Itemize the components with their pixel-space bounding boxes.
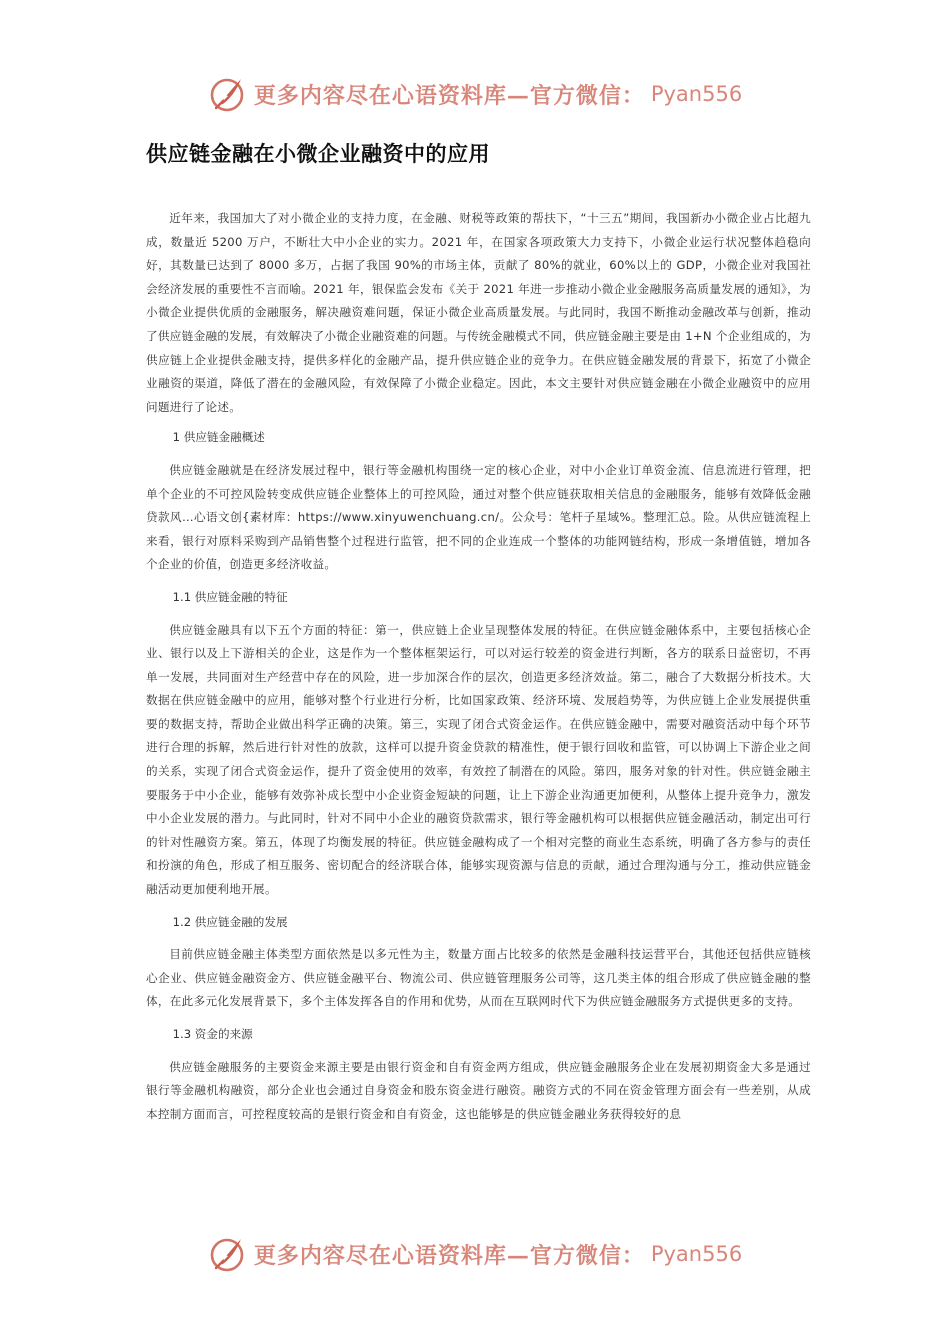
quill-logo-icon: [208, 74, 248, 114]
section-1-2-paragraph: 目前供应链金融主体类型方面依然是以多元性为主，数量方面占比较多的依然是金融科技运营平台，其他还包括供应链核心企业、供应链金融资金方、供应链金融平台、物流公司、供应链管理服务公司等，这几类主体的组合形成了供应链金融的整体，在此多元化发展背景下，多个主体发挥各自的作用和优势，从而在互联网时代下为供应链金融服务方式提供更多的支持。: [146, 947, 811, 1009]
banner-inner: [208, 74, 742, 114]
banner-inner: [208, 1234, 742, 1274]
intro-paragraph: 近年来，我国加大了对小微企业的支持力度，在金融、财税等政策的帮扶下，“十三五”期间，我国新办小微企业占比超九成，数量近 5200 万户，不断壮大中小企业的实力。2021 年，在国家各项政策大力支持下，小微企业运行状况整体趋稳向好，其数量已达到了 8000 多万，占据了我国 90%的市场主体，贡献了 80%的就业，60%以上的 GDP，小微企业对我国社会经济发展的重要性不言而喻。2021 年，银保监会发布《关于 2021 年进一步推动小微企业金融服务高质量发展的通知》，为小微企业提供优质的金融服务，解决融资难问题，保证小微企业高质量发展。与此同时，我国不断推动金融改革与创新，推动了供应链金融的发展，有效解决了小微企业融资难的问题。与传统金融模式不同，供应链金融主要是由 1+N 个企业组成的，为供应链上企业提供金融支持，提供多样化的金融产品，提升供应链企业的竞争力。在供应链金融发展的背景下，拓宽了小微企业融资的渠道，降低了潜在的金融风险，有效保障了小微企业稳定。因此，本文主要针对供应链金融在小微企业融资中的应用问题进行了论述。: [146, 211, 812, 414]
banner-text: 更多内容尽在心语资料库—官方微信：: [253, 1242, 645, 1269]
header-banner: [0, 72, 950, 116]
page-title: 供应链金融在小微企业融资中的应用: [146, 142, 490, 166]
banner-wechat-id: Pyan556: [650, 82, 743, 106]
section-1-3-paragraph: 供应链金融服务的主要资金来源主要是由银行资金和自有资金两方组成，供应链金融服务企业在发展初期资金大多是通过银行等金融机构融资，部分企业也会通过自身资金和股东资金进行融资。融资方式的不同在资金管理方面会有一些差别，从成本控制方面而言，可控程度较高的是银行资金和自有资金，这也能够是的供应链金融业务获得较好的息: [146, 1059, 811, 1121]
banner-wechat-id: Pyan556: [650, 1242, 743, 1266]
article-body: [146, 207, 811, 1126]
quill-logo-icon: [208, 1234, 248, 1274]
section-heading-1-1: 1.1 供应链金融的特征: [172, 589, 288, 604]
footer-banner: [0, 1232, 950, 1276]
section-1-1-paragraph: 供应链金融具有以下五个方面的特征：第一，供应链上企业呈现整体发展的特征。在供应链金融体系中，主要包括核心企业、银行以及上下游相关的企业，这是作为一个整体框架运行，可以对运行较差的资金进行判断，各方的联系日益密切，不再单一发展，共同面对生产经营中存在的风险，进一步加深合作的层次，创造更多经济效益。第二，融合了大数据分析技术。大数据在供应链金融中的应用，能够对整个行业进行分析，比如国家政策、经济环境、发展趋势等，为供应链上企业发展提供重要的数据支持，帮助企业做出科学正确的决策。第三，实现了闭合式资金运作。在供应链金融中，需要对融资活动中每个环节进行合理的拆解，然后进行针对性的放款，这样可以提升资金贷款的精准性，便于银行回收和监管，可以协调上下游企业之间的关系，实现了闭合式资金运作，提升了资金使用的效率，有效控了制潜在的风险。第四，服务对象的针对性。供应链金融主要服务于中小企业，能够有效弥补成长型中小企业资金短缺的问题，让上下游企业沟通更加便利，从整体上提升竞争力，激发中小企业发展的潜力。与此同时，针对不同中小企业的融资贷款需求，银行等金融机构可以根据供应链金融活动，制定出可行的针对性融资方案。第五，体现了均衡发展的特征。供应链金融构成了一个相对完整的商业生态系统，明确了各方参与的责任和扮演的角色，形成了相互服务、密切配合的经济联合体，能够实现资源与信息的贡献，通过合理沟通与分工，推动供应链金融活动更加便利地开展。: [146, 622, 811, 897]
section-heading-1-3: 1.3 资金的来源: [172, 1027, 253, 1041]
banner-text: 更多内容尽在心语资料库—官方微信：: [253, 82, 645, 109]
section-heading-1: 1 供应链金融概述: [172, 430, 265, 445]
section-heading-1-2: 1.2 供应链金融的发展: [172, 914, 288, 929]
section-1-paragraph: 供应链金融就是在经济发展过程中，银行等金融机构围绕一定的核心企业，对中小企业订单资金流、信息流进行管理，把单个企业的不可控风险转变成供应链企业整体上的可控风险，通过对整个供应链获取相关信息的金融服务，能够有效降低金融贷款风…心语文创{素材库：https://www.xinyuwenchuang.cn/。公众号：笔杆子星域%。整理汇总。险。从供应链流程上来看，银行对原料采购到产品销售整个过程进行监管，把不同的企业连成一个整体的功能网链结构，形成一条增值链，增加各个企业的价值，创造更多经济收益。: [146, 462, 811, 572]
